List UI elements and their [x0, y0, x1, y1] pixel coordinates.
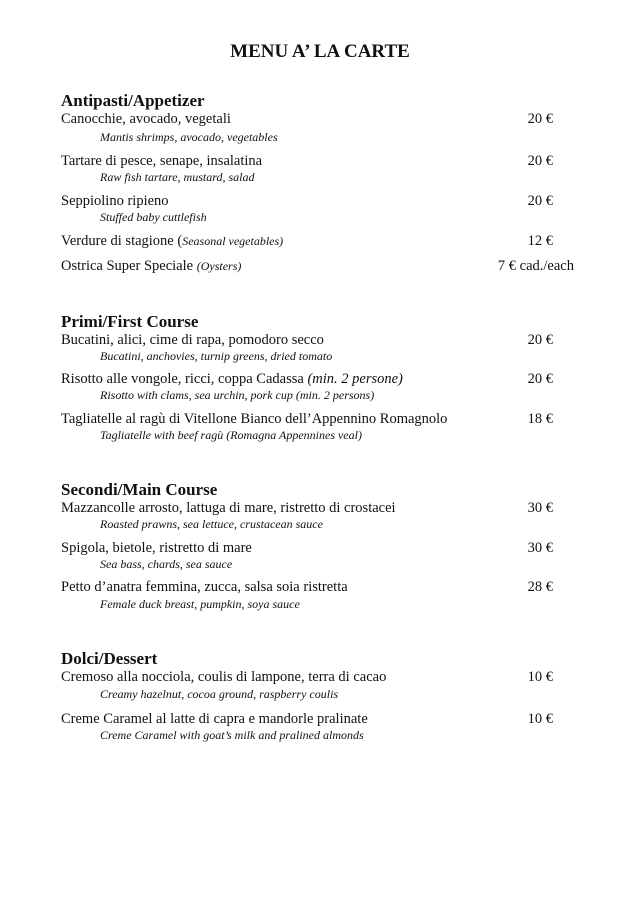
- dish-inline-note: (min. 2 persone): [307, 371, 403, 387]
- dish-name: Tagliatelle al ragù di Vitellone Bianco dell’Appennino Romagnolo: [61, 411, 448, 427]
- dish-translation: Sea bass, chards, sea sauce: [100, 557, 233, 571]
- dish-name-with-inline-note: [61, 371, 403, 388]
- dish-price: 20 €: [527, 371, 553, 387]
- dish-translation: Stuffed baby cuttlefish: [100, 210, 207, 224]
- dish-name: Petto d’anatra femmina, zucca, salsa soia ristretta: [61, 579, 348, 595]
- dish-price: 7 € cad./each: [497, 258, 574, 274]
- dish-price: 18 €: [527, 411, 553, 427]
- dish-name: Bucatini, alici, cime di rapa, pomodoro secco: [61, 332, 324, 348]
- dish-price: 12 €: [527, 233, 553, 249]
- dish-price: 28 €: [527, 579, 553, 595]
- dish-name: Cremoso alla nocciola, coulis di lampone, terra di cacao: [61, 669, 387, 685]
- dish-inline-translation: Seasonal vegetables): [182, 234, 284, 248]
- dish-name-with-inline-translation: [61, 258, 241, 275]
- dish-translation: Female duck breast, pumpkin, soya sauce: [100, 597, 300, 611]
- dish-translation: Roasted prawns, sea lettuce, crustacean sauce: [100, 517, 323, 531]
- dish-price: 20 €: [527, 193, 553, 209]
- section-title-primi: Primi/First Course: [61, 312, 199, 331]
- section-title-dolci: Dolci/Dessert: [61, 649, 158, 668]
- dish-name: Risotto alle vongole, ricci, coppa Cadassa: [61, 371, 308, 387]
- dish-name: Seppiolino ripieno: [61, 193, 169, 209]
- dish-price: 30 €: [527, 540, 553, 556]
- dish-price: 30 €: [527, 500, 553, 516]
- dish-name: Tartare di pesce, senape, insalatina: [61, 153, 263, 169]
- dish-translation: Risotto with clams, sea urchin, pork cup (min. 2 persons): [100, 388, 375, 402]
- dish-name: Spigola, bietole, ristretto di mare: [61, 540, 252, 556]
- dish-price: 20 €: [527, 153, 553, 169]
- dish-translation: Tagliatelle with beef ragù (Romagna Appennines veal): [100, 428, 362, 442]
- dish-price: 20 €: [527, 332, 553, 348]
- dish-name-with-inline-translation: [61, 233, 283, 250]
- dish-name: Verdure di stagione (: [61, 233, 183, 249]
- dish-name: Ostrica Super Speciale: [61, 258, 197, 274]
- dish-translation: Bucatini, anchovies, turnip greens, dried tomato: [100, 349, 333, 363]
- dish-translation: Raw fish tartare, mustard, salad: [100, 170, 255, 184]
- dish-name: Canocchie, avocado, vegetali: [61, 111, 231, 127]
- dish-inline-translation: (Oysters): [196, 259, 242, 273]
- section-title-antipasti: Antipasti/Appetizer: [61, 91, 205, 110]
- dish-translation: Creme Caramel with goat’s milk and pralined almonds: [100, 728, 364, 742]
- dish-price: 10 €: [527, 711, 553, 727]
- dish-price: 10 €: [527, 669, 553, 685]
- dish-translation: Creamy hazelnut, cocoa ground, raspberry coulis: [100, 687, 339, 701]
- dish-name: Creme Caramel al latte di capra e mandorle pralinate: [61, 711, 368, 727]
- dish-translation: Mantis shrimps, avocado, vegetables: [100, 130, 278, 144]
- section-title-secondi: Secondi/Main Course: [61, 480, 218, 499]
- dish-name: Mazzancolle arrosto, lattuga di mare, ristretto di crostacei: [61, 500, 396, 516]
- dish-price: 20 €: [527, 111, 553, 127]
- menu-title: MENU A’ LA CARTE: [230, 41, 410, 62]
